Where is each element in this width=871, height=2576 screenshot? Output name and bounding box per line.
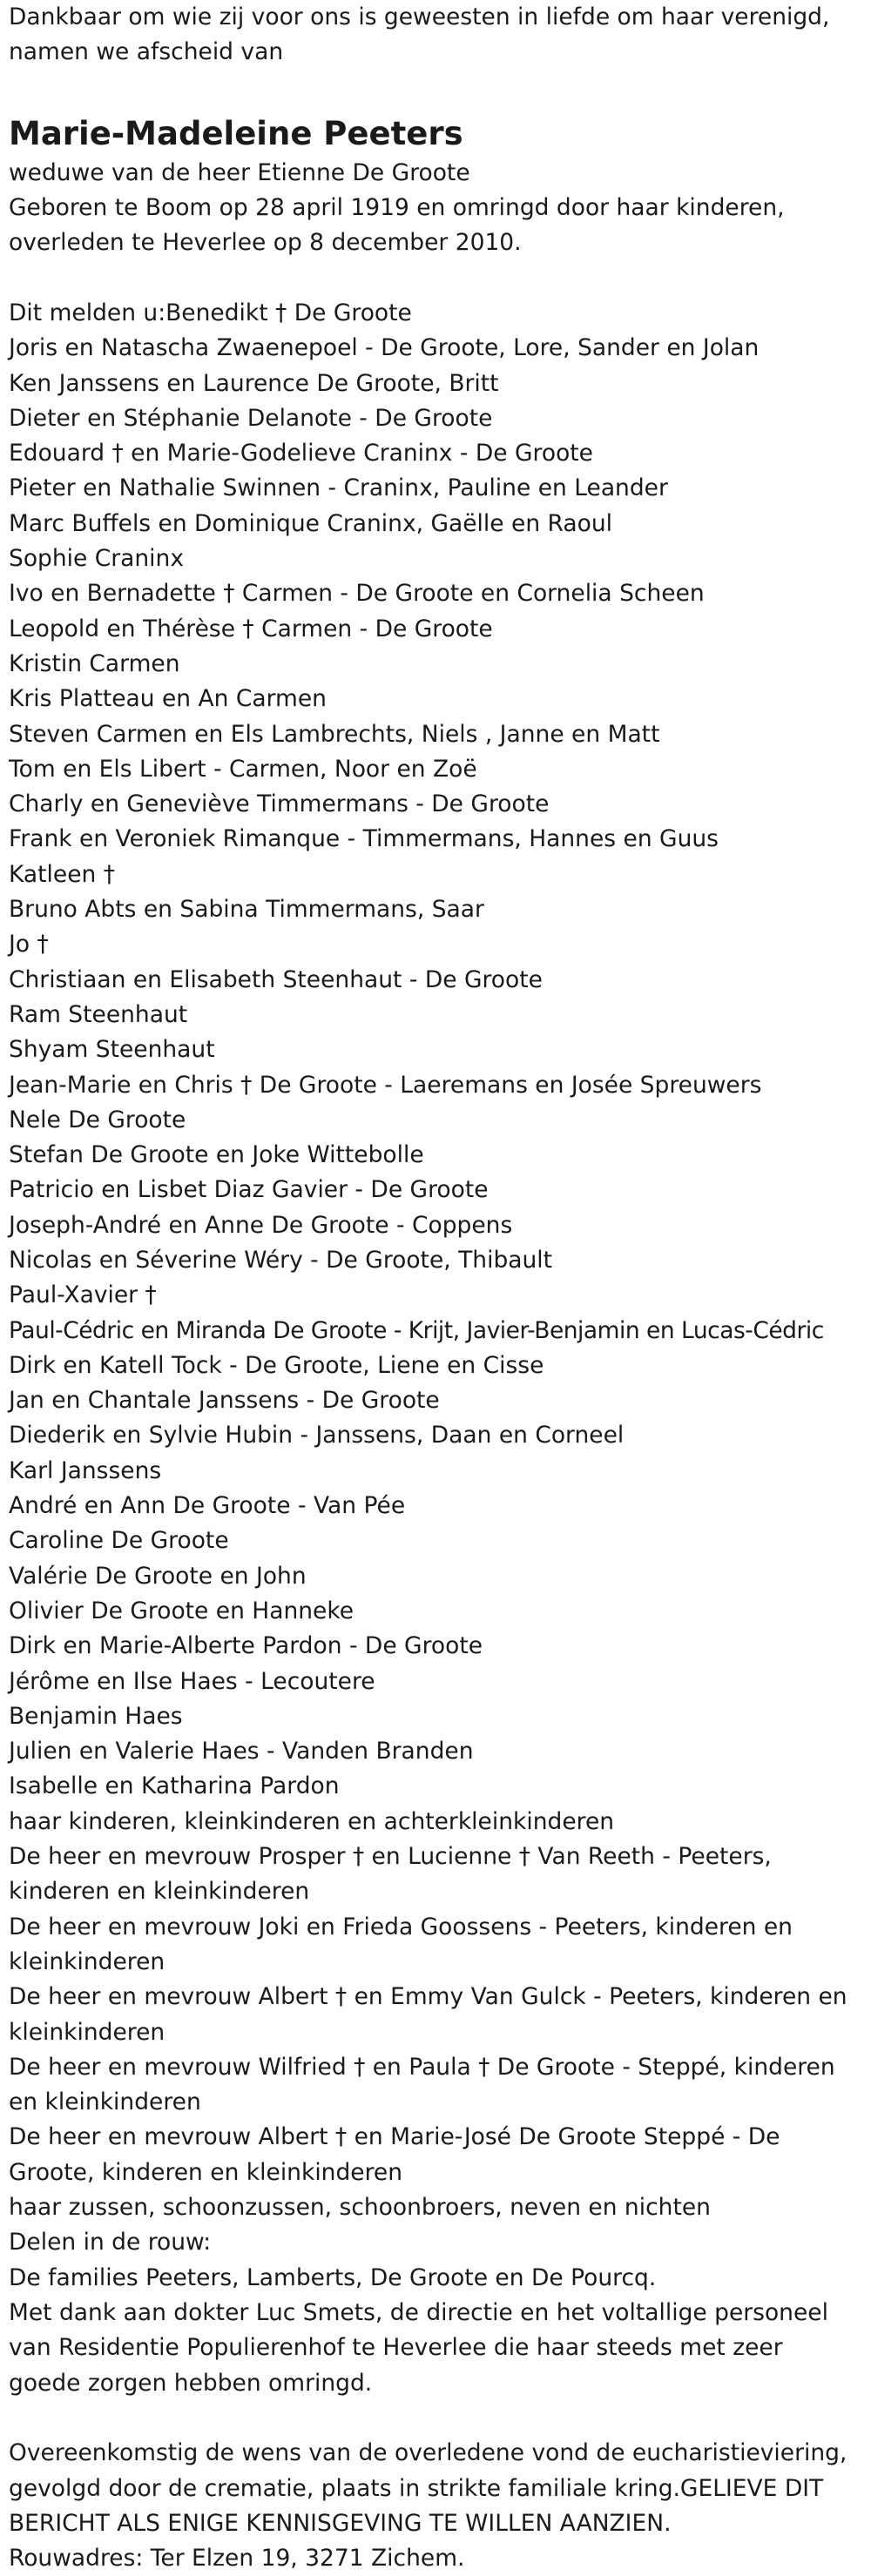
- family-line: Edouard † en Marie-Godelieve Craninx - De Groote: [9, 440, 593, 467]
- family-line: Stefan De Groote en Joke Wittebolle: [9, 1141, 424, 1169]
- family-line: Dirk en Marie-Alberte Pardon - De Groote: [9, 1632, 483, 1660]
- spacer: [9, 260, 864, 296]
- siblings-line: kleinkinderen: [9, 2018, 165, 2046]
- family-line: Nicolas en Séverine Wéry - De Groote, Thibault: [9, 1247, 553, 1274]
- family-line: Jan en Chantale Janssens - De Groote: [9, 1387, 440, 1415]
- family-line: Olivier De Groote en Hanneke: [9, 1597, 354, 1624]
- spacer: [9, 2401, 864, 2437]
- family-line: Paul-Cédric en Miranda De Groote - Krijt, Javier-Benjamin en Lucas-Cédric: [9, 1316, 824, 1344]
- family-line: Tom en Els Libert - Carmen, Noor en Zoë: [9, 755, 477, 783]
- family-line: Leopold en Thérèse † Carmen - De Groote: [9, 615, 493, 642]
- siblings-line: goede zorgen hebben omringd.: [9, 2369, 373, 2397]
- family-line: Katleen †: [9, 860, 115, 888]
- family-line: Ram Steenhaut: [9, 1000, 188, 1028]
- family-line: Kris Platteau en An Carmen: [9, 685, 327, 713]
- intro-line: Dankbaar om wie zij voor ons is geweesten in liefde om haar verenigd,: [9, 3, 830, 30]
- bio-line: overleden te Heverlee op 8 december 2010.: [9, 229, 522, 257]
- family-line: Kristin Carmen: [9, 649, 180, 677]
- family-line: Dirk en Katell Tock - De Groote, Liene en Cisse: [9, 1351, 544, 1379]
- siblings-line: en kleinkinderen: [9, 2088, 201, 2116]
- bio-text: [9, 156, 864, 261]
- family-line: Benjamin Haes: [9, 1702, 183, 1730]
- siblings-line: Met dank aan dokter Luc Smets, de directie en het voltallige personeel: [9, 2298, 828, 2326]
- siblings-line: De families Peeters, Lamberts, De Groote en De Pourcq.: [9, 2263, 657, 2291]
- family-line: Dieter en Stéphanie Delanote - De Groote: [9, 404, 493, 432]
- family-line: Dit melden u:Benedikt † De Groote: [9, 299, 412, 326]
- family-line: Christiaan en Elisabeth Steenhaut - De Groote: [9, 965, 543, 993]
- family-line: Sophie Craninx: [9, 545, 185, 573]
- closing-text: [9, 2436, 864, 2576]
- family-line: Caroline De Groote: [9, 1527, 229, 1555]
- family-line: Paul-Xavier †: [9, 1281, 157, 1309]
- siblings-line: van Residentie Populierenhof te Heverlee die haar steeds met zeer: [9, 2334, 783, 2362]
- family-line: Jean-Marie en Chris † De Groote - Laeremans en Josée Spreuwers: [9, 1071, 762, 1099]
- closing-line: Rouwadres: Ter Elzen 19, 3271 Zichem.: [9, 2545, 465, 2573]
- family-line: Julien en Valerie Haes - Vanden Branden: [9, 1738, 474, 1766]
- family-line: Isabelle en Katharina Pardon: [9, 1772, 340, 1800]
- family-line: Marc Buffels en Dominique Craninx, Gaëlle en Raoul: [9, 509, 612, 537]
- siblings-line: De heer en mevrouw Albert † en Emmy Van Gulck - Peeters, kinderen en: [9, 1983, 847, 2011]
- family-line: Karl Janssens: [9, 1456, 162, 1484]
- family-line: Jérôme en Ilse Haes - Lecoutere: [9, 1667, 375, 1695]
- intro-line: namen we afscheid van: [9, 38, 284, 66]
- closing-line: Overeenkomstig de wens van de overledene vond de eucharistieviering,: [9, 2439, 847, 2467]
- siblings-line: haar zussen, schoonzussen, schoonbroers, neven en nichten: [9, 2194, 711, 2222]
- siblings-line: kinderen en kleinkinderen: [9, 1878, 310, 1906]
- siblings-list: [9, 1840, 864, 2401]
- family-line: Frank en Veroniek Rimanque - Timmermans, Hannes en Guus: [9, 825, 719, 853]
- family-line: Pieter en Nathalie Swinnen - Craninx, Pauline en Leander: [9, 474, 668, 502]
- siblings-line: De heer en mevrouw Albert † en Marie-José De Groote Steppé - De: [9, 2123, 780, 2151]
- siblings-line: De heer en mevrouw Joki en Frieda Goossens - Peeters, kinderen en: [9, 1913, 793, 1940]
- family-line: Ivo en Bernadette † Carmen - De Groote en Cornelia Scheen: [9, 580, 705, 608]
- family-line: Joris en Natascha Zwaenepoel - De Groote, Lore, Sander en Jolan: [9, 334, 760, 362]
- family-line: Steven Carmen en Els Lambrechts, Niels , Janne en Matt: [9, 720, 660, 748]
- family-line: Charly en Geneviève Timmermans - De Groote: [9, 790, 550, 818]
- family-line: Diederik en Sylvie Hubin - Janssens, Daan en Corneel: [9, 1422, 625, 1449]
- family-line: André en Ann De Groote - Van Pée: [9, 1492, 406, 1520]
- siblings-line: De heer en mevrouw Prosper † en Lucienne † Van Reeth - Peeters,: [9, 1843, 772, 1871]
- intro-text: [9, 0, 864, 71]
- family-line: Valérie De Groote en John: [9, 1562, 307, 1590]
- family-line: Patricio en Lisbet Diaz Gavier - De Groote: [9, 1176, 489, 1204]
- closing-line: BERICHT ALS ENIGE KENNISGEVING TE WILLEN AANZIEN.: [9, 2509, 672, 2537]
- family-line: Bruno Abts en Sabina Timmermans, Saar: [9, 896, 484, 924]
- bio-line: weduwe van de heer Etienne De Groote: [9, 158, 470, 186]
- family-line: Ken Janssens en Laurence De Groote, Britt: [9, 369, 499, 397]
- siblings-line: Groote, kinderen en kleinkinderen: [9, 2158, 403, 2186]
- family-line: Joseph-André en Anne De Groote - Coppens: [9, 1211, 513, 1239]
- closing-line: gevolgd door de crematie, plaats in strikte familiale kring.GELIEVE DIT: [9, 2474, 824, 2502]
- family-line: haar kinderen, kleinkinderen en achterkleinkinderen: [9, 1807, 615, 1835]
- siblings-line: Delen in de rouw:: [9, 2229, 212, 2257]
- bio-line: Geboren te Boom op 28 april 1919 en omringd door haar kinderen,: [9, 193, 785, 221]
- family-line: Jo †: [9, 931, 49, 958]
- family-line: Shyam Steenhaut: [9, 1036, 215, 1064]
- deceased-name: Marie-Madeleine Peeters: [9, 114, 463, 152]
- siblings-line: De heer en mevrouw Wilfried † en Paula † De Groote - Steppé, kinderen: [9, 2053, 835, 2081]
- siblings-line: kleinkinderen: [9, 1947, 165, 1975]
- family-list: [9, 296, 864, 1840]
- family-line: Nele De Groote: [9, 1106, 186, 1133]
